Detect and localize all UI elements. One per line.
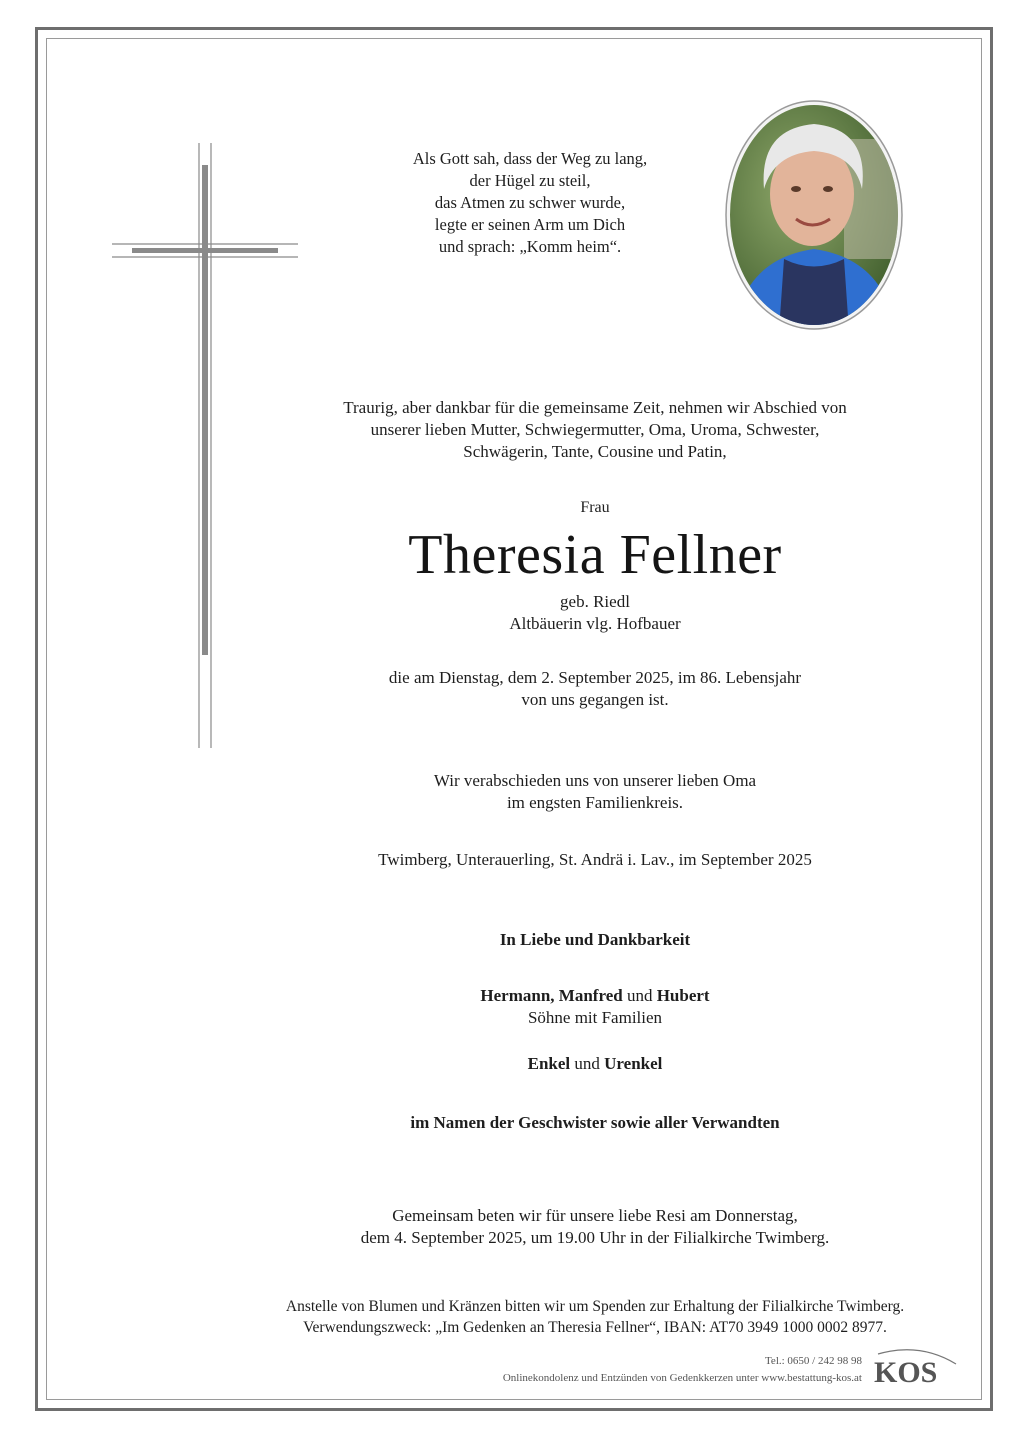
sons-caption: Söhne mit Familien (527, 1008, 663, 1027)
birth-info (250, 591, 940, 635)
intro-text (250, 397, 940, 463)
death-line: die am Dienstag, dem 2. September 2025, im 86. Lebensjahr (388, 668, 802, 687)
sons-names-b: Hubert (656, 986, 710, 1005)
grandchildren-b: Urenkel (604, 1054, 663, 1073)
intro-line: Traurig, aber dankbar für die gemeinsame Zeit, nehmen wir Abschied von (343, 398, 847, 417)
grandchildren-und: und (570, 1054, 605, 1073)
sons-names (250, 985, 940, 1007)
death-info (250, 667, 940, 711)
footer-tel: Tel.: 0650 / 242 98 98 (764, 1355, 862, 1367)
kos-logo-icon (870, 1346, 960, 1388)
farewell-text (250, 770, 940, 814)
birth-name: geb. Riedl (560, 592, 630, 611)
portrait-photo (724, 99, 904, 331)
sons-block (250, 985, 940, 1029)
place-date: Twimberg, Unterauerling, St. Andrä i. Lav., im September 2025 (378, 850, 812, 869)
farewell-line: im engsten Familienkreis. (506, 793, 684, 812)
sons-und: und (622, 986, 657, 1005)
prayer-text (250, 1205, 940, 1249)
poem-line: der Hügel zu steil, (469, 171, 591, 190)
siblings-line: im Namen der Geschwister sowie aller Verwandten (410, 1113, 780, 1132)
deceased-name: Theresia Fellner (408, 524, 782, 586)
grandchildren-a: Enkel (527, 1054, 571, 1073)
death-line: von uns gegangen ist. (521, 690, 669, 709)
donation-line: Verwendungszweck: „Im Gedenken an Theresia Fellner“, IBAN: AT70 3949 1000 0002 8977. (303, 1319, 887, 1336)
donation-text (230, 1296, 960, 1338)
sons-names-a: Hermann, Manfred (480, 986, 623, 1005)
salutation: Frau (580, 499, 610, 516)
poem-line: legte er seinen Arm um Dich (434, 215, 626, 234)
footer-online: Onlinekondolenz und Entzünden von Gedenkkerzen unter www.bestattung-kos.at (502, 1372, 862, 1384)
grandchildren-line (250, 1053, 940, 1075)
donation-line: Anstelle von Blumen und Kränzen bitten wir um Spenden zur Erhaltung der Filialkirche Twimberg. (285, 1298, 905, 1315)
poem (330, 148, 730, 258)
prayer-line: dem 4. September 2025, um 19.00 Uhr in der Filialkirche Twimberg. (360, 1228, 830, 1247)
intro-line: Schwägerin, Tante, Cousine und Patin, (463, 442, 727, 461)
prayer-line: Gemeinsam beten wir für unsere liebe Resi am Donnerstag, (392, 1206, 798, 1225)
kos-logo-text: KOS (874, 1356, 938, 1388)
intro-line: unserer lieben Mutter, Schwiegermutter, Oma, Uroma, Schwester, (370, 420, 820, 439)
poem-line: das Atmen zu schwer wurde, (434, 193, 626, 212)
poem-line: und sprach: „Komm heim“. (438, 237, 622, 256)
poem-line: Als Gott sah, dass der Weg zu lang, (412, 149, 648, 168)
farewell-line: Wir verabschieden uns von unserer lieben Oma (433, 771, 757, 790)
title-line: Altbäuerin vlg. Hofbauer (509, 614, 681, 633)
thanks-line: In Liebe und Dankbarkeit (499, 930, 691, 949)
